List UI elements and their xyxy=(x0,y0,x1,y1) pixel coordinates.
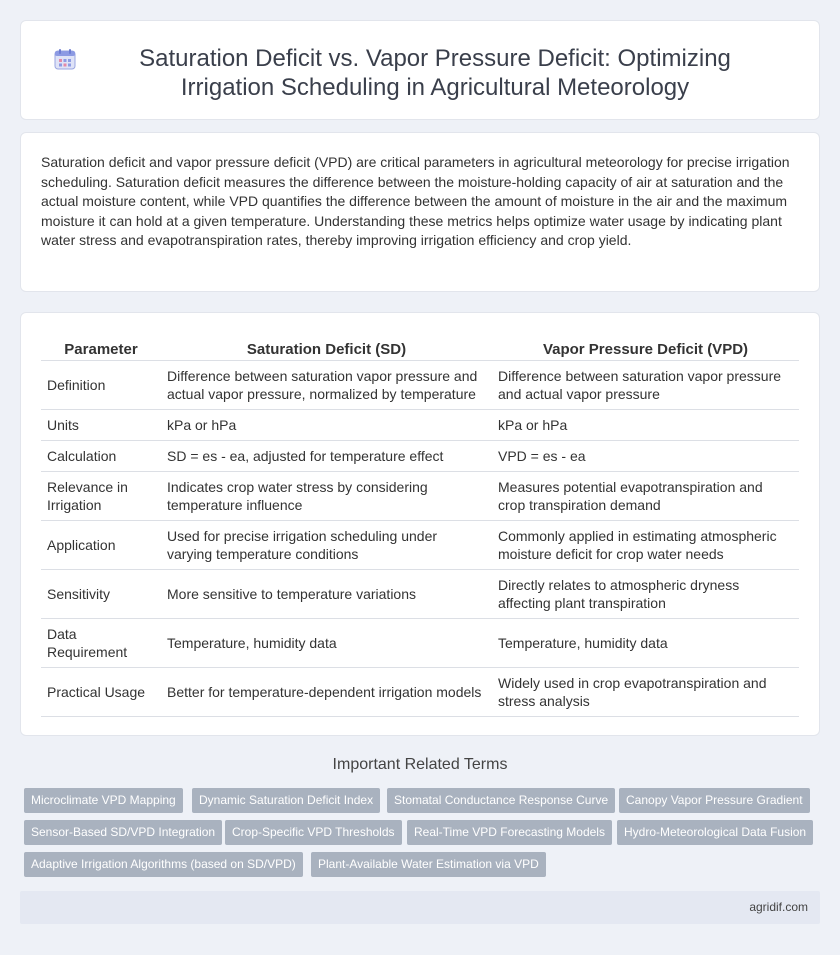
vpd-cell: Widely used in crop evapotranspiration and stress analysis xyxy=(492,667,799,716)
related-term-tag[interactable]: Dynamic Saturation Deficit Index xyxy=(192,788,380,813)
row-label: Application xyxy=(41,520,161,569)
row-label: Relevance in Irrigation xyxy=(41,471,161,520)
header-parameter: Parameter xyxy=(64,340,138,358)
vpd-cell: Commonly applied in estimating atmospheric moisture deficit for crop water needs xyxy=(492,520,799,569)
vpd-cell: Difference between saturation vapor pressure and actual vapor pressure xyxy=(492,360,799,409)
sd-cell: SD = es - ea, adjusted for temperature effect xyxy=(161,440,492,471)
row-label: Units xyxy=(41,409,161,440)
related-term-tag[interactable]: Plant-Available Water Estimation via VPD xyxy=(311,852,546,877)
sd-cell: Indicates crop water stress by considering temperature influence xyxy=(161,471,492,520)
vpd-cell: VPD = es - ea xyxy=(492,440,799,471)
header-vapor-pressure-deficit: Vapor Pressure Deficit (VPD) xyxy=(542,340,749,358)
row-label: Practical Usage xyxy=(41,667,161,716)
footer-bar xyxy=(20,891,820,924)
related-term-tag[interactable]: Sensor-Based SD/VPD Integration xyxy=(24,820,222,845)
row-label: Definition xyxy=(41,360,161,409)
table-row xyxy=(41,471,799,520)
related-term-tag[interactable]: Canopy Vapor Pressure Gradient xyxy=(619,788,810,813)
table-row xyxy=(41,667,799,716)
header-saturation-deficit: Saturation Deficit (SD) xyxy=(246,340,407,358)
table-header-row xyxy=(41,333,799,360)
table-row xyxy=(41,569,799,618)
table-row xyxy=(41,360,799,409)
vpd-cell: kPa or hPa xyxy=(492,409,799,440)
intro-paragraph: Saturation deficit and vapor pressure deficit (VPD) are critical parameters in agricultural meteorology for precise irrigation scheduling. Saturation deficit measures the difference between the moisture-holding capacity of air at saturation and the actual moisture content, while VPD quantifies the difference between the amount of moisture in the air and the maximum moisture it can hold at a given temperature. Understanding these metrics helps optimize water usage by indicating plant water stress and evapotranspiration rates, thereby improving irrigation efficiency and crop yield. xyxy=(41,154,790,249)
footer-site-link[interactable]: agridif.com xyxy=(749,900,808,914)
row-label: Sensitivity xyxy=(41,569,161,618)
comparison-table-card xyxy=(20,312,820,736)
row-label: Data Requirement xyxy=(41,618,161,667)
sd-cell: Temperature, humidity data xyxy=(161,618,492,667)
table-row xyxy=(41,409,799,440)
table-row xyxy=(41,440,799,471)
sd-cell: Better for temperature-dependent irrigation models xyxy=(161,667,492,716)
intro-card xyxy=(20,132,820,292)
table-row xyxy=(41,520,799,569)
related-term-tag[interactable]: Stomatal Conductance Response Curve xyxy=(387,788,615,813)
sd-cell: Used for precise irrigation scheduling under varying temperature conditions xyxy=(161,520,492,569)
related-terms-title: Important Related Terms xyxy=(332,756,508,773)
vpd-cell: Directly relates to atmospheric dryness affecting plant transpiration xyxy=(492,569,799,618)
header-card xyxy=(20,20,820,120)
comparison-table xyxy=(41,333,799,717)
related-term-tag[interactable]: Adaptive Irrigation Algorithms (based on SD/VPD) xyxy=(24,852,303,877)
related-term-tag[interactable]: Real-Time VPD Forecasting Models xyxy=(407,820,612,845)
sd-cell: Difference between saturation vapor pressure and actual vapor pressure, normalized by temperature xyxy=(161,360,492,409)
page-title: Saturation Deficit vs. Vapor Pressure Deficit: Optimizing Irrigation Scheduling in Agricultural Meteorology xyxy=(139,45,731,101)
sd-cell: More sensitive to temperature variations xyxy=(161,569,492,618)
table-row xyxy=(41,618,799,667)
related-term-tag[interactable]: Crop-Specific VPD Thresholds xyxy=(225,820,402,845)
vpd-cell: Measures potential evapotranspiration and crop transpiration demand xyxy=(492,471,799,520)
related-term-tag[interactable]: Hydro-Meteorological Data Fusion xyxy=(617,820,813,845)
vpd-cell: Temperature, humidity data xyxy=(492,618,799,667)
sd-cell: kPa or hPa xyxy=(161,409,492,440)
related-term-tag[interactable]: Microclimate VPD Mapping xyxy=(24,788,183,813)
row-label: Calculation xyxy=(41,440,161,471)
